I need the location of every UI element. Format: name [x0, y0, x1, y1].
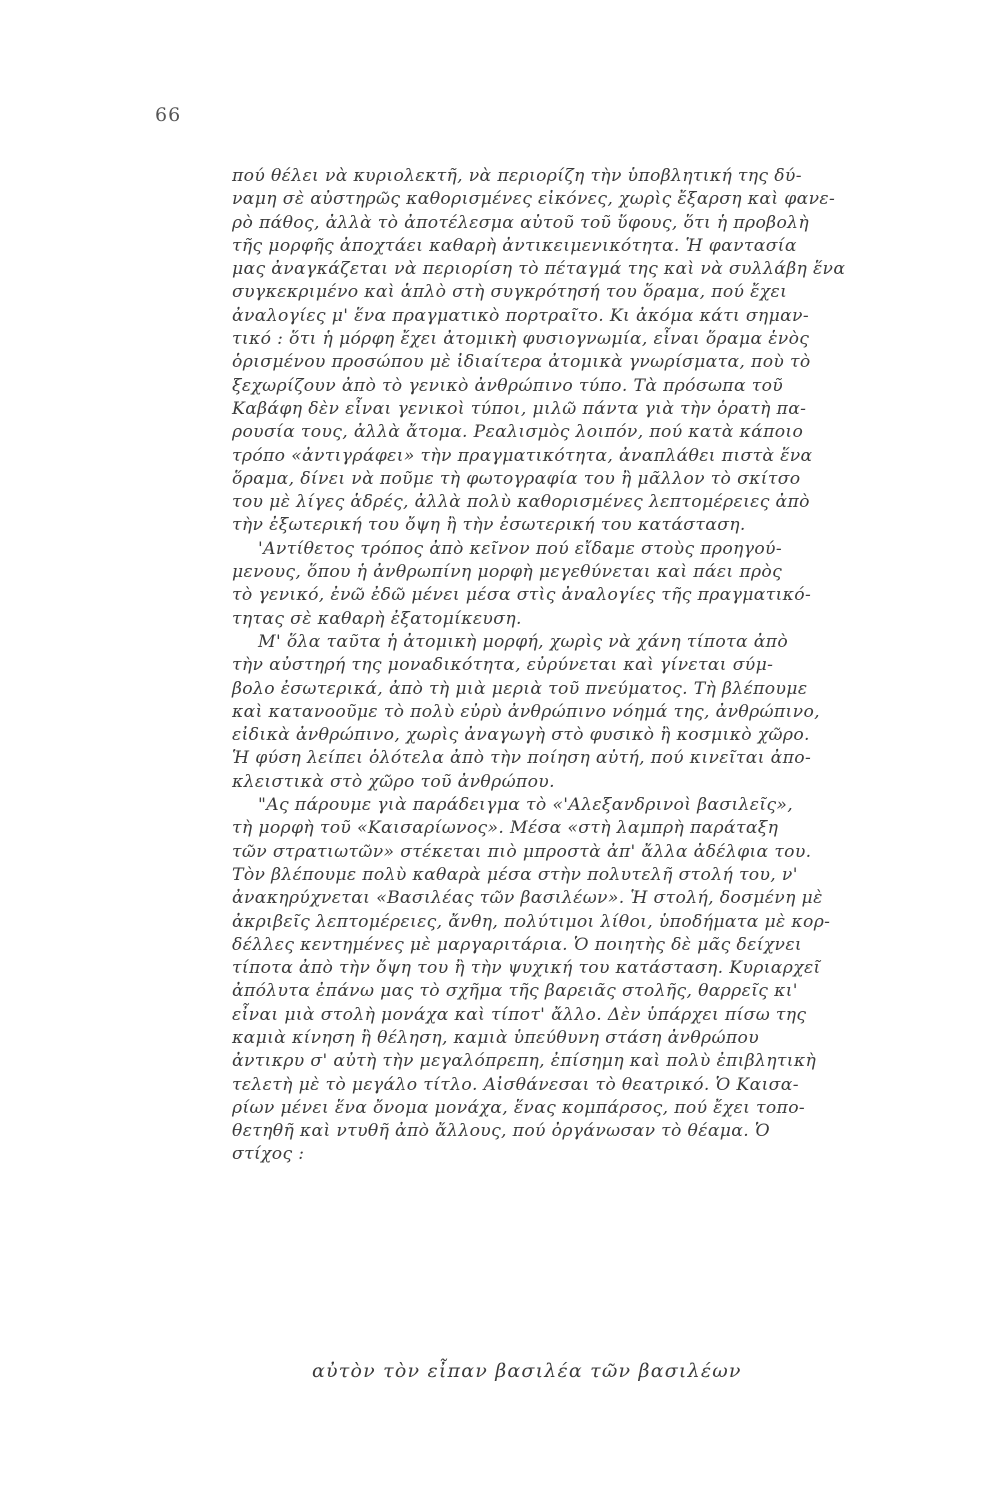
text-line: ἀπόλυτα ἐπάνω μας τὸ σχῆμα τῆς βαρειᾶς στολῆς, θαρρεῖς κι'	[232, 981, 798, 1002]
paragraph	[232, 165, 846, 538]
text-line: ἀντικρυ σ' αὐτὴ τὴν μεγαλόπρεπη, ἐπίσημη καὶ πολὺ ἐπιβλητικὴ	[232, 1051, 817, 1072]
text-line: τικό : ὅτι ἡ μόρφη ἔχει ἀτομικὴ φυσιογνωμία, εἶναι ὅραμα ἑνὸς	[232, 329, 810, 350]
text-line: πού θέλει νὰ κυριολεκτῆ, νὰ περιορίζη τὴν ὑποβλητική της δύ-	[232, 166, 802, 186]
body-text	[232, 165, 846, 1167]
text-line: ρὸ πάθος, ἀλλὰ τὸ ἀποτέλεσμα αὐτοῦ τοῦ ὕφους, ὅτι ἡ προβολὴ	[232, 212, 810, 233]
text-line: ἀκριβεῖς λεπτομέρειες, ἄνθη, πολύτιμοι λίθοι, ὑποδήματα μὲ κορ-	[232, 911, 831, 932]
text-line: τὸ γενικό, ἐνῶ ἐδῶ μένει μέσα στὶς ἀναλογίες τῆς πραγματικό-	[232, 585, 812, 606]
text-line: τῆς μορφῆς ἀποχτάει καθαρὴ ἀντικειμενικότητα. Ἡ φαντασία	[232, 235, 797, 256]
text-line: εἶναι μιὰ στολὴ μονάχα καὶ τίποτ' ἄλλο. Δὲν ὑπάρχει πίσω της	[232, 1004, 807, 1025]
paragraph	[232, 631, 820, 794]
text-line: καὶ κατανοοῦμε τὸ πολὺ εὐρὺ ἀνθρώπινο νόημά της, ἀνθρώπινο,	[232, 701, 820, 722]
text-line: ὅραμα, δίνει νὰ ποῦμε τὴ φωτογραφία του ἢ μᾶλλον τὸ σκίτσο	[232, 468, 801, 489]
text-line: τὴν αὐστηρή της μοναδικότητα, εὐρύνεται καὶ γίνεται σύμ-	[232, 655, 774, 676]
text-line: συγκεκριμένο καὶ ἁπλὸ στὴ συγκρότησή του ὅραμα, πού ἔχει	[232, 282, 788, 303]
paragraph	[232, 538, 812, 631]
text-line: του μὲ λίγες ἁδρές, ἀλλὰ πολὺ καθορισμένες λεπτομέρειες ἀπὸ	[232, 492, 810, 513]
text-line: καμιὰ κίνηση ἢ θέληση, καμιὰ ὑπεύθυνη στάση ἀνθρώπου	[232, 1027, 760, 1048]
page-number: 66	[155, 104, 182, 126]
text-line: θετηθῆ καὶ ντυθῆ ἀπὸ ἄλλους, πού ὀργάνωσαν τὸ θέαμα. Ὁ	[232, 1121, 771, 1142]
text-line: μας ἀναγκάζεται νὰ περιορίση τὸ πέταγμά της καὶ νὰ συλλάβη ἕνα	[232, 259, 846, 280]
text-line: ναμη σὲ αὐστηρῶς καθορισμένες εἰκόνες, χωρὶς ἔξαρση καὶ φανε-	[232, 189, 836, 210]
text-line: ὁρισμένου προσώπου μὲ ἰδιαίτερα ἀτομικὰ γνωρίσματα, ποὺ τὸ	[232, 352, 811, 373]
text-line: Καβάφη δὲν εἶναι γενικοὶ τύποι, μιλῶ πάντα γιὰ τὴν ὁρατὴ πα-	[232, 398, 807, 419]
text-line: δέλλες κεντημένες μὲ μαργαριτάρια. Ὁ ποιητὴς δὲ μᾶς δείχνει	[232, 934, 803, 955]
text-line: μενους, ὅπου ἡ ἀνθρωπίνη μορφὴ μεγεθύνεται καὶ πάει πρὸς	[232, 562, 783, 583]
text-line: Ἡ φύση λείπει ὁλότελα ἀπὸ τὴν ποίηση αὐτή, πού κινεῖται ἀπο-	[232, 748, 812, 769]
text-line: ἀναλογίες μ' ἕνα πραγματικὸ πορτραῖτο. Κι ἀκόμα κάτι σημαν-	[232, 305, 810, 326]
text-line: κλειστικὰ στὸ χῶρο τοῦ ἀνθρώπου.	[232, 771, 555, 792]
text-line: τελετὴ μὲ τὸ μεγάλο τίτλο. Αἰσθάνεσαι τὸ θεατρικό. Ὁ Καισα-	[232, 1074, 799, 1095]
text-line: τὴν ἐξωτερική του ὄψη ἢ τὴν ἐσωτερική του κατάσταση.	[232, 515, 746, 536]
text-line: ρίων μένει ἕνα ὄνομα μονάχα, ἕνας κομπάρσος, πού ἔχει τοπο-	[232, 1097, 806, 1118]
text-line: 'Αντίθετος τρόπος ἀπὸ κεῖνον πού εἴδαμε στοὺς προηγού-	[258, 538, 782, 559]
text-line: στίχος :	[232, 1144, 305, 1165]
text-line: ξεχωρίζουν ἀπὸ τὸ γενικὸ ἀνθρώπινο τύπο. Τὰ πρόσωπα τοῦ	[232, 375, 784, 396]
text-line: βολο ἐσωτερικά, ἀπὸ τὴ μιὰ μεριὰ τοῦ πνεύματος. Τὴ βλέπουμε	[232, 678, 808, 699]
quoted-verse: αὐτὸν τὸν εἶπαν βασιλέα τῶν βασιλέων	[312, 1360, 742, 1382]
text-line: τῶν στρατιωτῶν» στέκεται πιὸ μπροστὰ ἀπ' ἄλλα ἀδέλφια του.	[232, 841, 812, 862]
text-line: ρουσία τους, ἀλλὰ ἄτομα. Ρεαλισμὸς λοιπόν, πού κατὰ κάποιο	[232, 422, 804, 443]
text-line: τητας σὲ καθαρὴ ἐξατομίκευση.	[232, 608, 522, 629]
text-line: "Ας πάρουμε γιὰ παράδειγμα τὸ «'Αλεξανδρινοὶ βασιλεῖς»,	[258, 795, 794, 816]
text-line: τρόπο «ἀντιγράφει» τὴν πραγματικότητα, ἀναπλάθει πιστὰ ἕνα	[232, 445, 813, 466]
text-line: εἰδικὰ ἀνθρώπινο, χωρὶς ἀναγωγὴ στὸ φυσικὸ ἢ κοσμικὸ χῶρο.	[232, 725, 810, 746]
text-line: τὴ μορφὴ τοῦ «Καισαρίωνος». Μέσα «στὴ λαμπρὴ παράταξη	[232, 818, 779, 839]
text-line: τίποτα ἀπὸ τὴν ὄψη του ἢ τὴν ψυχική του κατάσταση. Κυριαρχεῖ	[232, 958, 821, 979]
text-line: Τὸν βλέπουμε πολὺ καθαρὰ μέσα στὴν πολυτελῆ στολή του, ν'	[232, 864, 798, 885]
text-line: Μ' ὅλα ταῦτα ἡ ἀτομικὴ μορφή, χωρὶς νὰ χάνη τίποτα ἀπὸ	[258, 631, 789, 652]
text-line: ἀνακηρύχνεται «Βασιλέας τῶν βασιλέων». Ἡ στολή, δοσμένη μὲ	[232, 888, 823, 909]
paragraph	[232, 794, 831, 1167]
